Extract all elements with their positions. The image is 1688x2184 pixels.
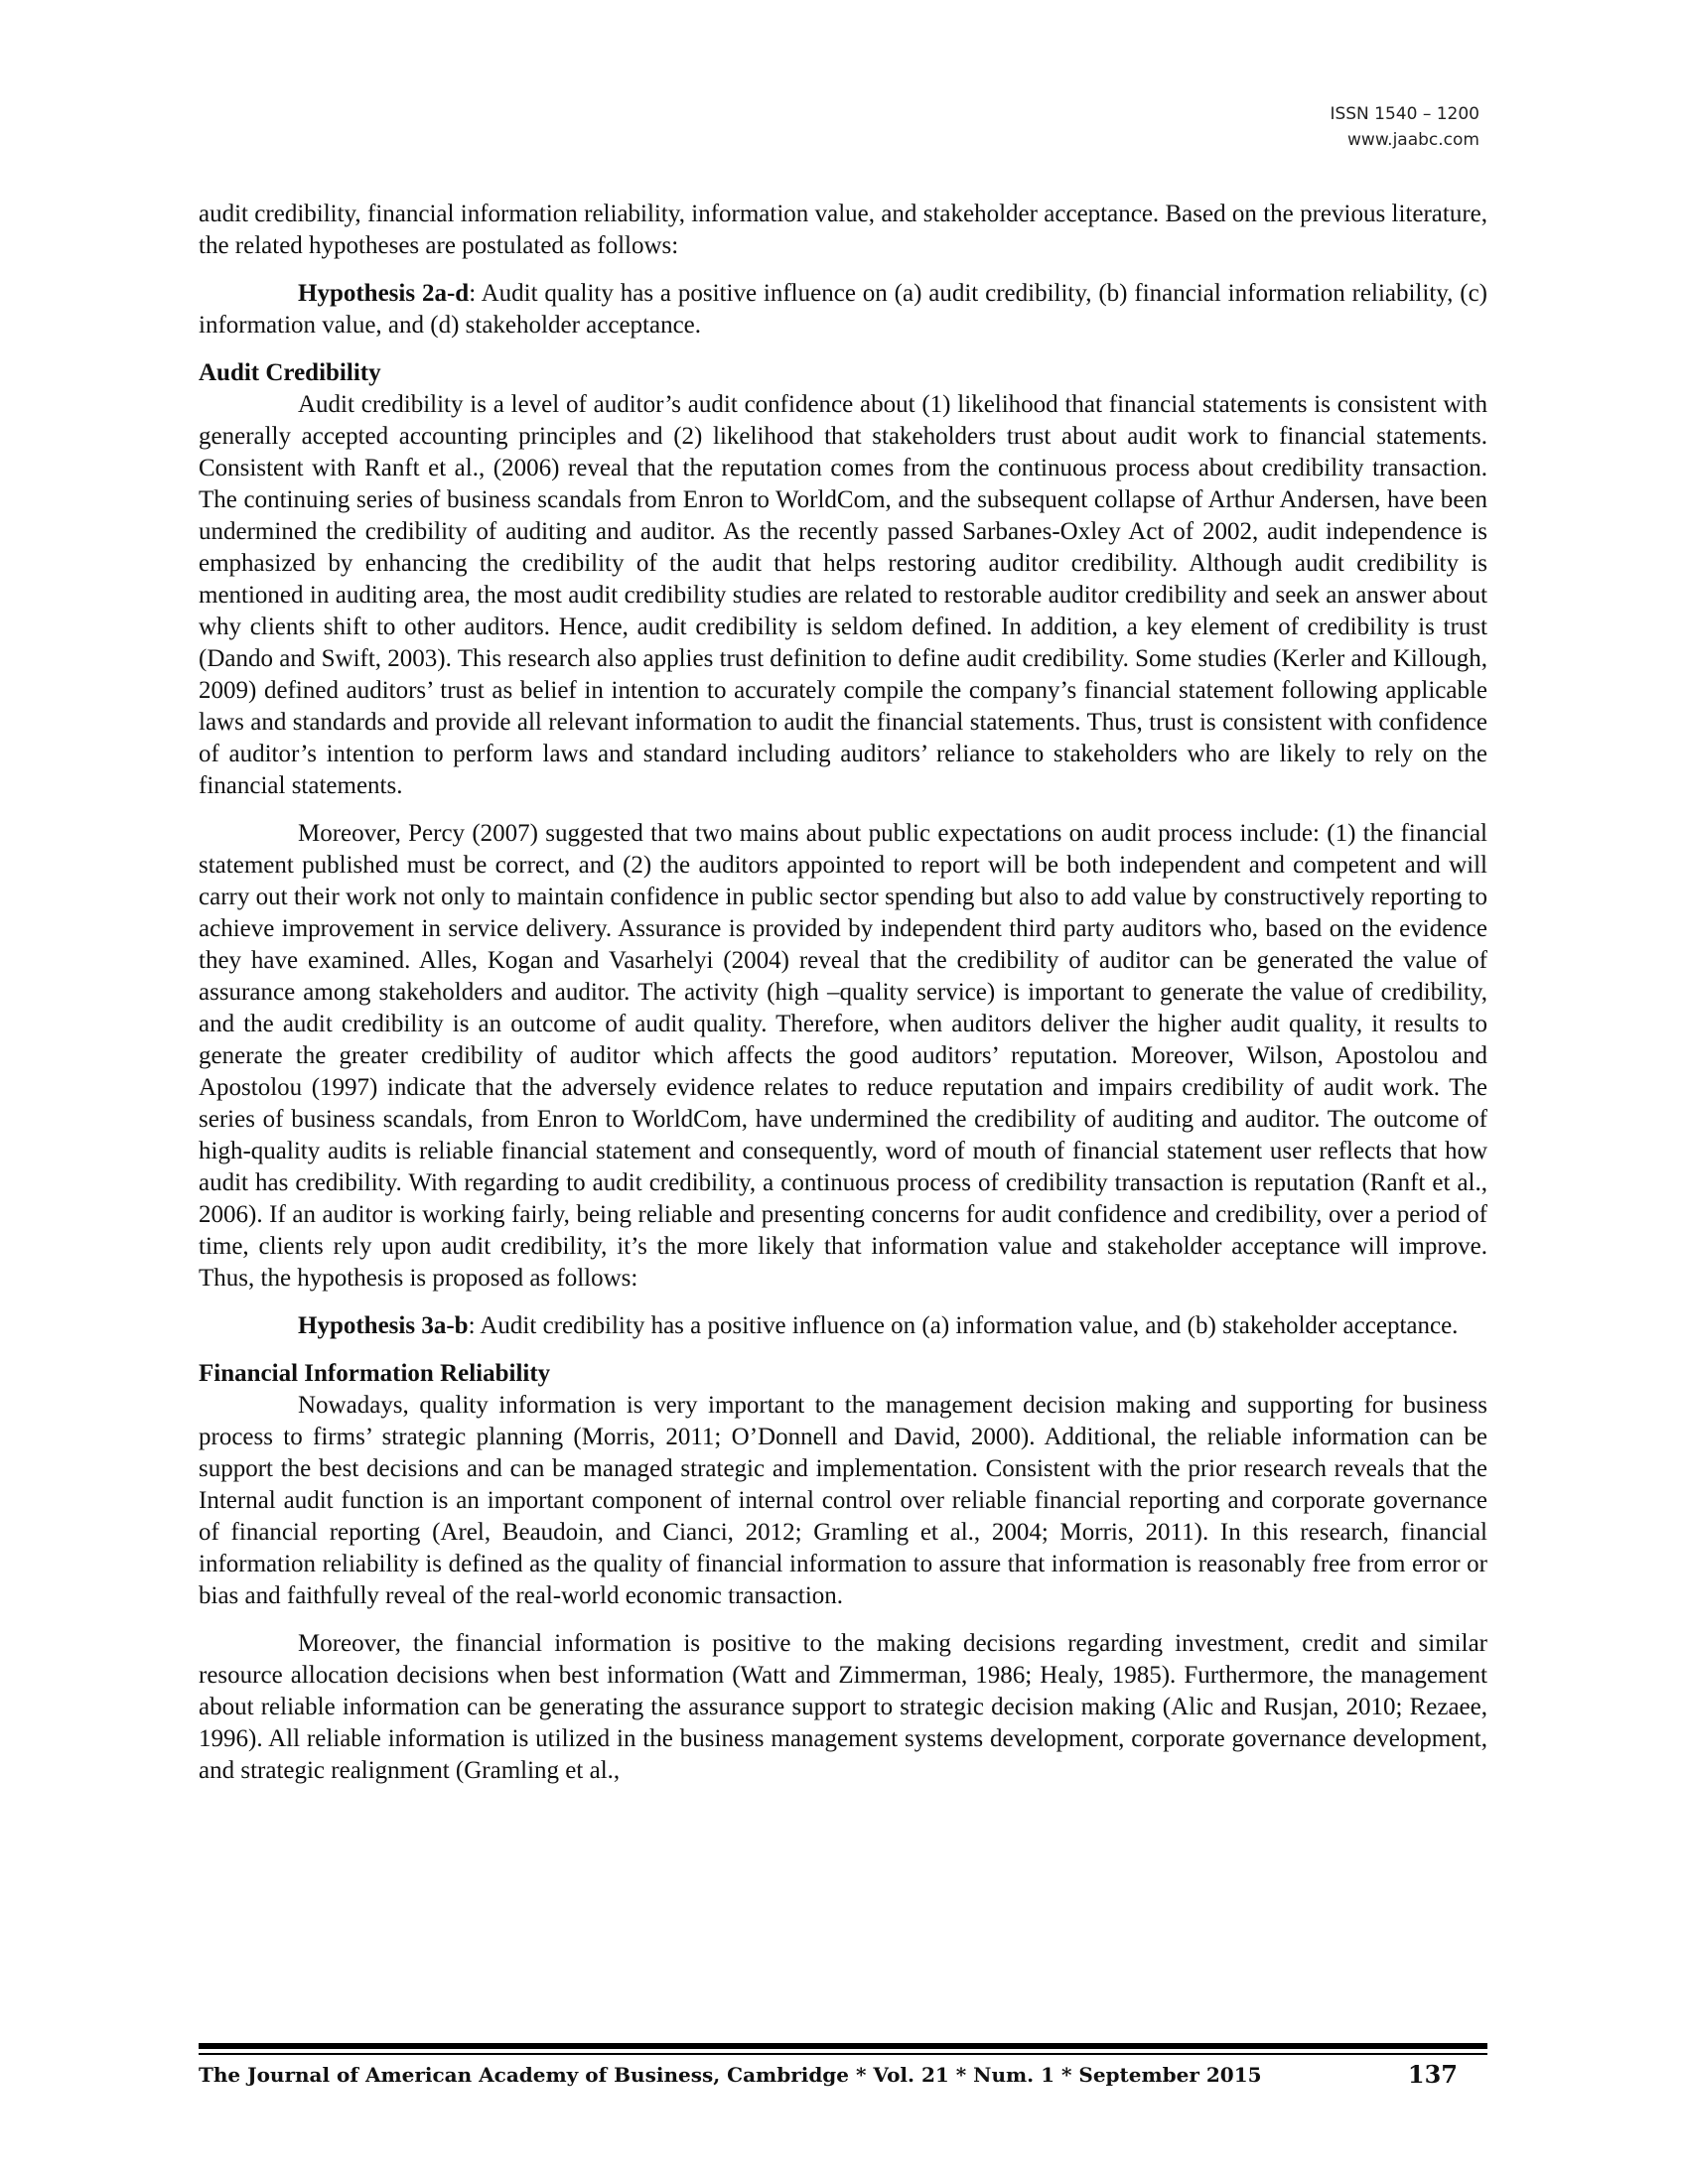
financial-reliability-paragraph-2: Moreover, the financial information is positive to the making decisions regarding investment, credit and similar resource allocation decisions when best information (Watt and Zimmerman, 1986; Healy, 1985). Furthermore, the management about reliable information can be generating the assurance support to strategic decision making (Alic and Rusjan, 2010; Rezaee, 1996). All reliable information is utilized in the business management systems development, corporate governance development, and strategic realignment (Gramling et al., xyxy=(199,1630,1487,1784)
journal-website: www.jaabc.com xyxy=(1347,130,1479,150)
hypothesis-2 xyxy=(199,278,1487,341)
journal-citation: The Journal of American Academy of Business, Cambridge * Vol. 21 * Num. 1 * September 2015 xyxy=(199,2063,1262,2087)
footer-rule-thick xyxy=(199,2043,1487,2049)
journal-header xyxy=(1330,101,1479,153)
audit-credibility-paragraph-1: Audit credibility is a level of auditor’s audit confidence about (1) likelihood that financial statements is consistent with generally accepted accounting principles and (2) likelihood that stakeholders trust about audit work to financial statements. Consistent with Ranft et al., (2006) reveal that the reputation comes from the continuous process about credibility transaction. The continuing series of business scandals from Enron to WorldCom, and the subsequent collapse of Arthur Andersen, have been undermined the credibility of auditing and auditor. As the recently passed Sarbanes-Oxley Act of 2002, audit independence is emphasized by enhancing the credibility of the audit that helps restoring auditor credibility. Although audit credibility is mentioned in auditing area, the most audit credibility studies are related to restorable auditor credibility and seek an answer about why clients shift to other auditors. Hence, audit credibility is seldom defined. In addition, a key element of credibility is trust (Dando and Swift, 2003). This research also applies trust definition to define audit credibility. Some studies (Kerler and Killough, 2009) defined auditors’ trust as belief in intention to accurately compile the company’s financial statement following applicable laws and standards and provide all relevant information to audit the financial statements. Thus, trust is consistent with confidence of auditor’s intention to perform laws and standard including auditors’ reliance to stakeholders who are likely to rely on the financial statements. xyxy=(199,391,1487,799)
hypothesis-2-text: : Audit quality has a positive influence on (a) audit credibility, (b) financial information reliability, (c) information value, and (d) stakeholder acceptance. xyxy=(199,280,1488,339)
hypothesis-2-label: Hypothesis 2a-d xyxy=(298,280,470,307)
financial-reliability-paragraph-1: Nowadays, quality information is very important to the management decision making and supporting for business process to firms’ strategic planning (Morris, 2011; O’Donnell and David, 2000). Additional, the reliable information can be support the best decisions and can be managed strategic and implementation. Consistent with the prior research reveals that the Internal audit function is an important component of internal control over reliable financial reporting and corporate governance of financial reporting (Arel, Beaudoin, and Cianci, 2012; Gramling et al., 2004; Morris, 2011). In this research, financial information reliability is defined as the quality of financial information to assure that information is reasonably free from error or bias and faithfully reveal of the real-world economic transaction. xyxy=(199,1392,1487,1609)
page-number: 137 xyxy=(1407,2060,1458,2089)
section-heading-financial-reliability: Financial Information Reliability xyxy=(199,1360,551,1387)
issn-number: ISSN 1540 – 1200 xyxy=(1330,104,1479,124)
intro-paragraph: audit credibility, financial information reliability, information value, and stakeholder acceptance. Based on the previous literature, the related hypotheses are postulated as follows: xyxy=(199,201,1487,259)
audit-credibility-paragraph-2: Moreover, Percy (2007) suggested that two mains about public expectations on audit process include: (1) the financial statement published must be correct, and (2) the auditors appointed to report will be both independent and competent and will carry out their work not only to maintain confidence in public sector spending but also to add value by constructively reporting to achieve improvement in service delivery. Assurance is provided by independent third party auditors who, based on the evidence they have examined. Alles, Kogan and Vasarhelyi (2004) reveal that the credibility of auditor can be generated the value of assurance among stakeholders and auditor. The activity (high –quality service) is important to generate the value of credibility, and the audit credibility is an outcome of audit quality. Therefore, when auditors deliver the higher audit quality, it results to generate the greater credibility of auditor which affects the good auditors’ reputation. Moreover, Wilson, Apostolou and Apostolou (1997) indicate that the adversely evidence relates to reduce reputation and impairs credibility of audit work. The series of business scandals, from Enron to WorldCom, have undermined the credibility of auditing and auditor. The outcome of high-quality audits is reliable financial statement and consequently, word of mouth of financial statement user reflects that how audit has credibility. With regarding to audit credibility, a continuous process of credibility transaction is reputation (Ranft et al., 2006). If an auditor is working fairly, being reliable and presenting concerns for audit confidence and credibility, over a period of time, clients rely upon audit credibility, it’s the more likely that information value and stakeholder acceptance will improve. Thus, the hypothesis is proposed as follows: xyxy=(199,820,1487,1292)
hypothesis-3 xyxy=(199,1310,1487,1342)
section-heading-audit-credibility: Audit Credibility xyxy=(199,359,381,386)
article-body xyxy=(199,199,1487,1787)
footer-rule-thin xyxy=(199,2053,1487,2055)
hypothesis-3-text: : Audit credibility has a positive influence on (a) information value, and (b) stakeholder acceptance. xyxy=(468,1312,1459,1339)
hypothesis-3-label: Hypothesis 3a-b xyxy=(298,1312,469,1339)
